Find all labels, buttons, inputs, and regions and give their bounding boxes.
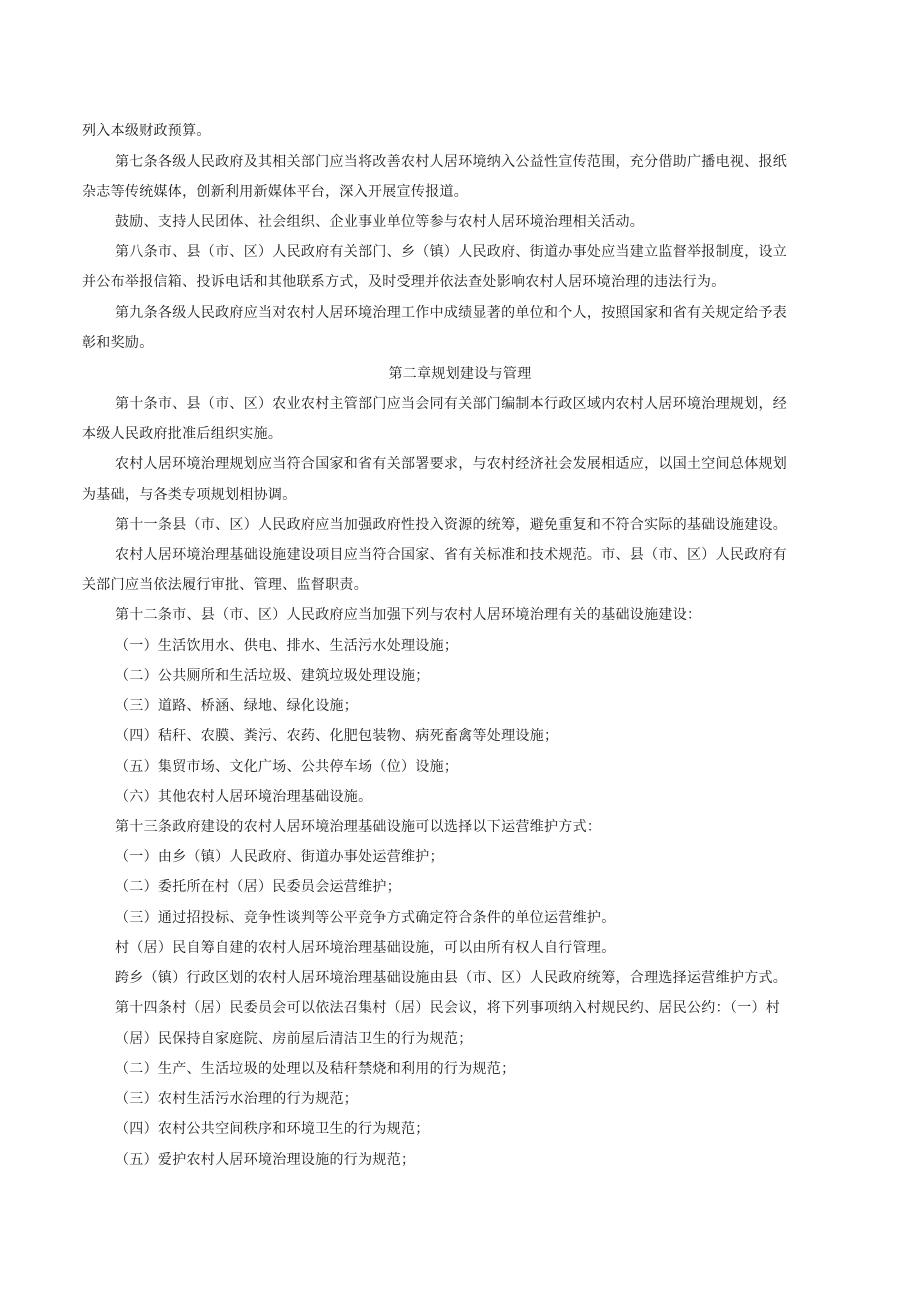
text-line: 关部门应当依法履行审批、管理、监督职责。 [82,577,368,593]
text-line: 第十四条村（居）民委员会可以依法召集村（居）民会议，将下列事项纳入村规民约、居民公约：（一）村 [115,1000,781,1016]
list-item: （六）其他农村人居环境治理基础设施。 [115,789,373,805]
text-line: 第九条各级人民政府应当对农村人居环境治理工作中成绩显著的单位和个人，按照国家和省有关规定给予表 [115,305,788,321]
text-line: 杂志等传统媒体，创新利用新媒体平台，深入开展宣传报道。 [82,184,469,200]
text-line: 跨乡（镇）行政区划的农村人居环境治理基础设施由县（市、区）人民政府统筹，合理选择运营维护方式。 [115,970,788,986]
text-line: 村（居）民自筹自建的农村人居环境治理基础设施，可以由所有权人自行管理。 [115,940,616,956]
list-item: （五）爱护农村人居环境治理设施的行为规范； [115,1152,416,1168]
text-line: 并公布举报信箱、投诉电话和其他联系方式，及时受理并依法查处影响农村人居环境治理的违法行为。 [82,274,726,290]
text-line: 彰和奖励。 [82,335,154,351]
list-item: （一）由乡（镇）人民政府、街道办事处运营维护； [115,849,444,865]
text-line: 农村人居环境治理规划应当符合国家和省有关部署要求，与农村经济社会发展相适应，以国土空间总体规划 [115,456,788,472]
list-item: （四）秸秆、农膜、粪污、农药、化肥包装物、病死畜禽等处理设施； [115,728,559,744]
text-line: 第十一条县（市、区）人民政府应当加强政府性投入资源的统筹，避免重复和不符合实际的基础设施建设。 [115,517,788,533]
text-line: 第八条市、县（市、区）人民政府有关部门、乡（镇）人民政府、街道办事处应当建立监督举报制度，设立 [115,244,788,260]
text-line: 列入本级财政预算。 [82,123,211,139]
text-line: 本级人民政府批准后组织实施。 [82,426,283,442]
list-item: （三）农村生活污水治理的行为规范； [115,1091,359,1107]
text-line: 第七条各级人民政府及其相关部门应当将改善农村人居环境纳入公益性宣传范围，充分借助广播电视、报纸 [115,154,788,170]
list-item: （二）公共厕所和生活垃圾、建筑垃圾处理设施； [115,668,430,684]
list-item: （二）生产、生活垃圾的处理以及秸秆禁烧和利用的行为规范； [115,1061,516,1077]
list-item: （一）生活饮用水、供电、排水、生活污水处理设施； [115,638,459,654]
list-item: （居）民保持自家庭院、房前屋后清洁卫生的行为规范； [115,1031,473,1047]
text-line: 第十条市、县（市、区）农业农村主管部门应当会同有关部门编制本行政区域内农村人居环境治理规划，经 [115,396,788,412]
text-line: 第十二条市、县（市、区）人民政府应当加强下列与农村人居环境治理有关的基础设施建设： [115,607,702,623]
text-line: 第十三条政府建设的农村人居环境治理基础设施可以选择以下运营维护方式： [115,819,602,835]
list-item: （三）通过招投标、竞争性谈判等公平竞争方式确定符合条件的单位运营维护。 [115,910,616,926]
chapter-heading: 第二章规划建设与管理 [388,366,532,382]
text-line: 鼓励、支持人民团体、社会组织、企业事业单位等参与农村人居环境治理相关活动。 [115,214,645,230]
list-item: （五）集贸市场、文化广场、公共停车场（位）设施； [115,759,459,775]
list-item: （三）道路、桥涵、绿地、绿化设施； [115,698,359,714]
text-line: 农村人居环境治理基础设施建设项目应当符合国家、省有关标准和技术规范。市、县（市、区）人民政府有 [115,547,788,563]
text-line: 为基础，与各类专项规划相协调。 [82,487,297,503]
list-item: （二）委托所在村（居）民委员会运营维护； [115,879,401,895]
list-item: （四）农村公共空间秩序和环境卫生的行为规范； [115,1121,430,1137]
